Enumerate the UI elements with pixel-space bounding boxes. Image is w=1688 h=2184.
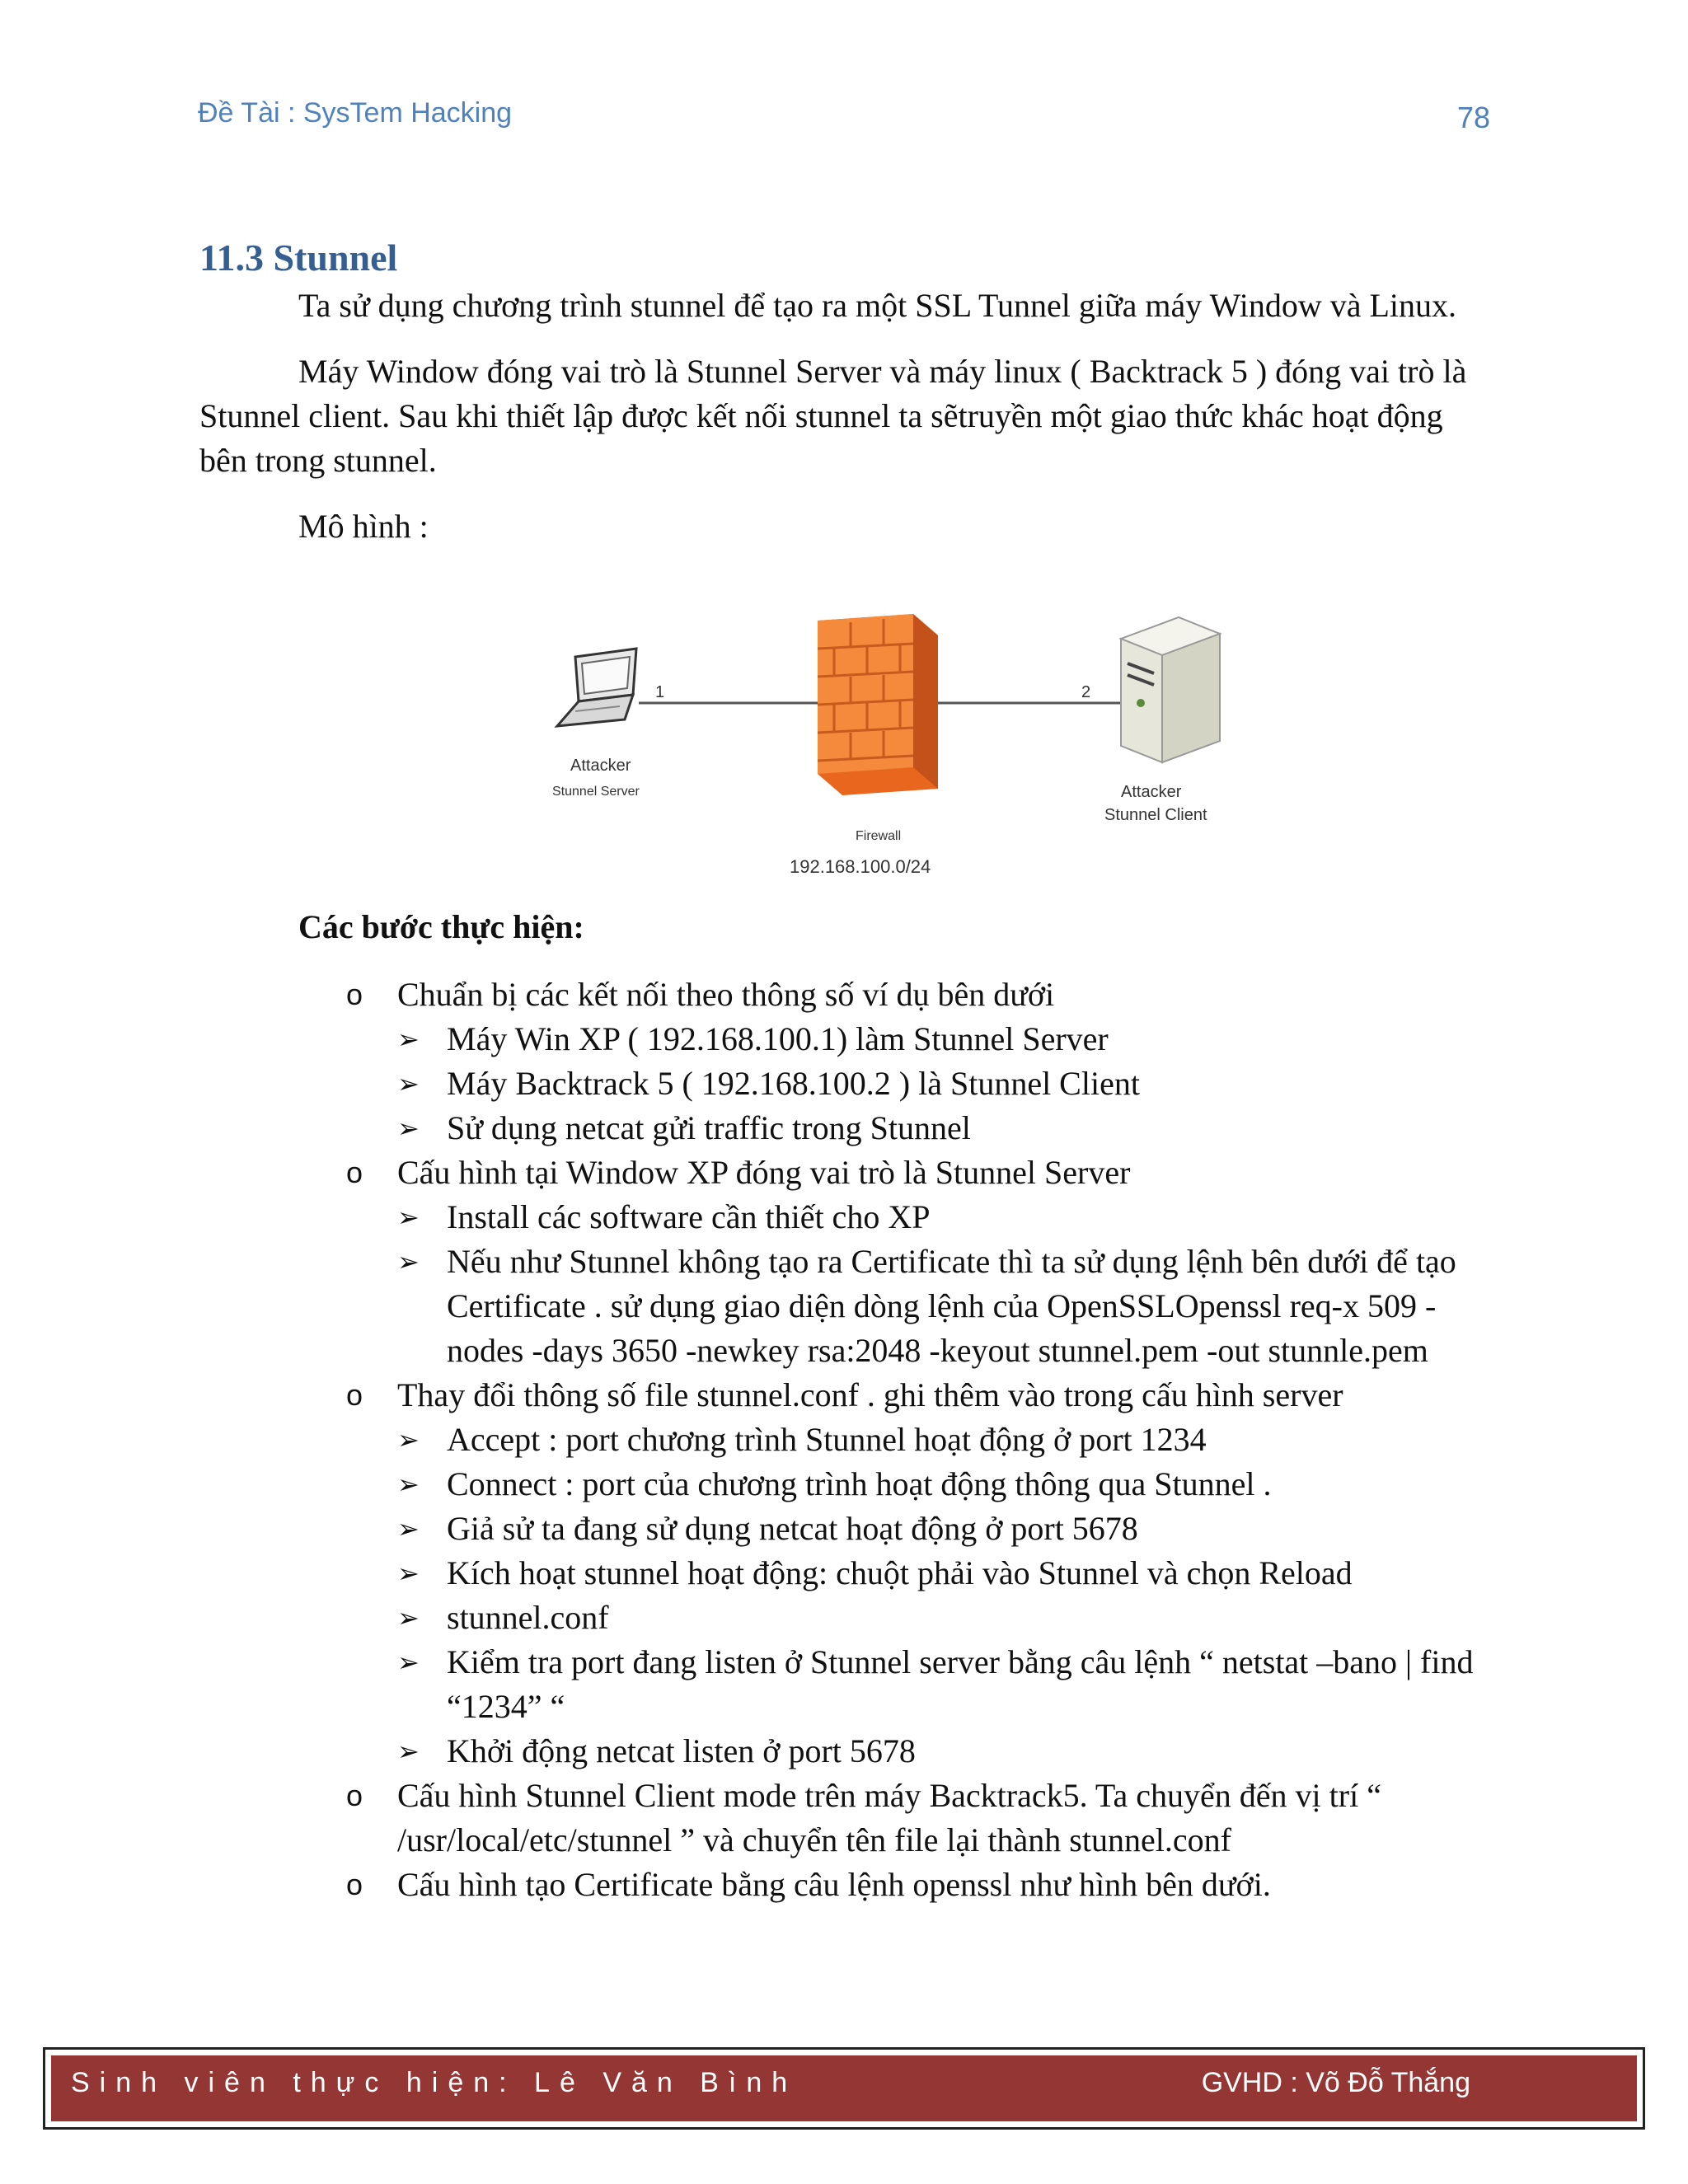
sub-step-item: ➢ Sử dụng netcat gửi traffic trong Stunnel bbox=[346, 1106, 1500, 1151]
sub-step-item: ➢ Kiểm tra port đang listen ở Stunnel server bằng câu lệnh “ netstat –bano | find “1234” “ bbox=[346, 1640, 1500, 1729]
arrow-bullet-icon: ➢ bbox=[397, 1469, 420, 1500]
step-bullet: o bbox=[346, 1378, 363, 1412]
sub-step-item: ➢ Kích hoạt stunnel hoạt động: chuột phải vào Stunnel và chọn Reload bbox=[346, 1551, 1500, 1596]
link-number-2: 2 bbox=[1081, 683, 1091, 701]
arrow-bullet-icon: ➢ bbox=[397, 1024, 420, 1055]
steps-list bbox=[346, 972, 1500, 1907]
server-icon bbox=[1121, 617, 1220, 762]
right-node-label: Attacker bbox=[1121, 783, 1182, 801]
sub-step-item: ➢ Máy Win XP ( 192.168.100.1) làm Stunnel Server bbox=[346, 1017, 1500, 1062]
sub-step-item: ➢ Accept : port chương trình Stunnel hoạt động ở port 1234 bbox=[346, 1418, 1500, 1462]
sub-step-item: ➢ Install các software cần thiết cho XP bbox=[346, 1195, 1500, 1240]
link-number-1: 1 bbox=[655, 683, 665, 701]
arrow-bullet-icon: ➢ bbox=[397, 1558, 420, 1589]
step-item: o Chuẩn bị các kết nối theo thông số ví dụ bên dưới bbox=[346, 972, 1500, 1017]
left-node-label: Attacker bbox=[570, 757, 631, 775]
arrow-bullet-icon: ➢ bbox=[397, 1513, 420, 1544]
steps-heading: Các bước thực hiện: bbox=[298, 908, 584, 945]
step-bullet: o bbox=[346, 1868, 363, 1901]
arrow-bullet-icon: ➢ bbox=[397, 1113, 420, 1144]
footer-student: Sinh viên thực hiện: Lê Văn Bình bbox=[71, 2067, 798, 2098]
sub-step-item: ➢ stunnel.conf bbox=[346, 1596, 1500, 1640]
arrow-bullet-icon: ➢ bbox=[397, 1647, 420, 1678]
step-bullet: o bbox=[346, 1779, 363, 1812]
arrow-bullet-icon: ➢ bbox=[397, 1202, 420, 1233]
section-heading: 11.3 Stunnel bbox=[199, 237, 398, 279]
arrow-bullet-icon: ➢ bbox=[397, 1424, 420, 1455]
sub-step-item: ➢ Connect : port của chương trình hoạt động thông qua Stunnel . bbox=[346, 1462, 1500, 1507]
network-address: 192.168.100.0/24 bbox=[790, 856, 931, 877]
arrow-bullet-icon: ➢ bbox=[397, 1068, 420, 1099]
firewall-label: Firewall bbox=[856, 829, 902, 843]
firewall-icon bbox=[818, 614, 938, 795]
arrow-bullet-icon: ➢ bbox=[397, 1246, 420, 1277]
sub-step-item: ➢ Giả sử ta đang sử dụng netcat hoạt động ở port 5678 bbox=[346, 1507, 1500, 1551]
content-body bbox=[199, 232, 1495, 549]
step-bullet: o bbox=[346, 977, 363, 1011]
step-item: o Cấu hình Stunnel Client mode trên máy Backtrack5. Ta chuyển đến vị trí “ /usr/local/etc/stunnel ” và chuyển tên file lại thành stunnel.conf bbox=[346, 1774, 1500, 1863]
sub-step-item: ➢ Khởi động netcat listen ở port 5678 bbox=[346, 1729, 1500, 1774]
arrow-bullet-icon: ➢ bbox=[397, 1736, 420, 1767]
sub-step-item: ➢ Nếu như Stunnel không tạo ra Certificate thì ta sử dụng lệnh bên dưới để tạo Certificate . sử dụng giao diện dòng lệnh của OpenSSLOpenssl req-x 509 -nodes -days 3650 -newkey rsa:2048 -keyout stunnel.pem -out stunnle.pem bbox=[346, 1240, 1500, 1373]
paragraph-intro: Ta sử dụng chương trình stunnel để tạo ra một SSL Tunnel giữa máy Window và Linux. bbox=[298, 287, 1456, 324]
step-item: o Cấu hình tạo Certificate bằng câu lệnh openssl như hình bên dưới. bbox=[346, 1863, 1500, 1907]
step-item: o Cấu hình tại Window XP đóng vai trò là Stunnel Server bbox=[346, 1151, 1500, 1195]
left-node-sublabel: Stunnel Server bbox=[552, 785, 640, 799]
arrow-bullet-icon: ➢ bbox=[397, 1602, 420, 1633]
paragraph-roles: Máy Window đóng vai trò là Stunnel Server và máy linux ( Backtrack 5 ) đóng vai trò là Stunnel client. Sau khi thiết lập được kết nối stunnel ta sẽtruyền một giao thức khác hoạt động bên trong stunnel. bbox=[199, 353, 1467, 479]
sub-step-item: ➢ Máy Backtrack 5 ( 192.168.100.2 ) là Stunnel Client bbox=[346, 1062, 1500, 1106]
laptop-icon bbox=[557, 649, 636, 726]
footer-advisor: GVHD : Võ Đỗ Thắng bbox=[1201, 2067, 1470, 2098]
network-diagram bbox=[528, 606, 1269, 890]
step-bullet: o bbox=[346, 1155, 363, 1189]
document-header-title: Đề Tài : SysTem Hacking bbox=[198, 97, 513, 129]
page-number: 78 bbox=[1456, 101, 1490, 134]
step-item: o Thay đổi thông số file stunnel.conf . ghi thêm vào trong cấu hình server bbox=[346, 1373, 1500, 1418]
right-node-sublabel: Stunnel Client bbox=[1104, 806, 1207, 824]
paragraph-model-label: Mô hình : bbox=[298, 508, 429, 545]
